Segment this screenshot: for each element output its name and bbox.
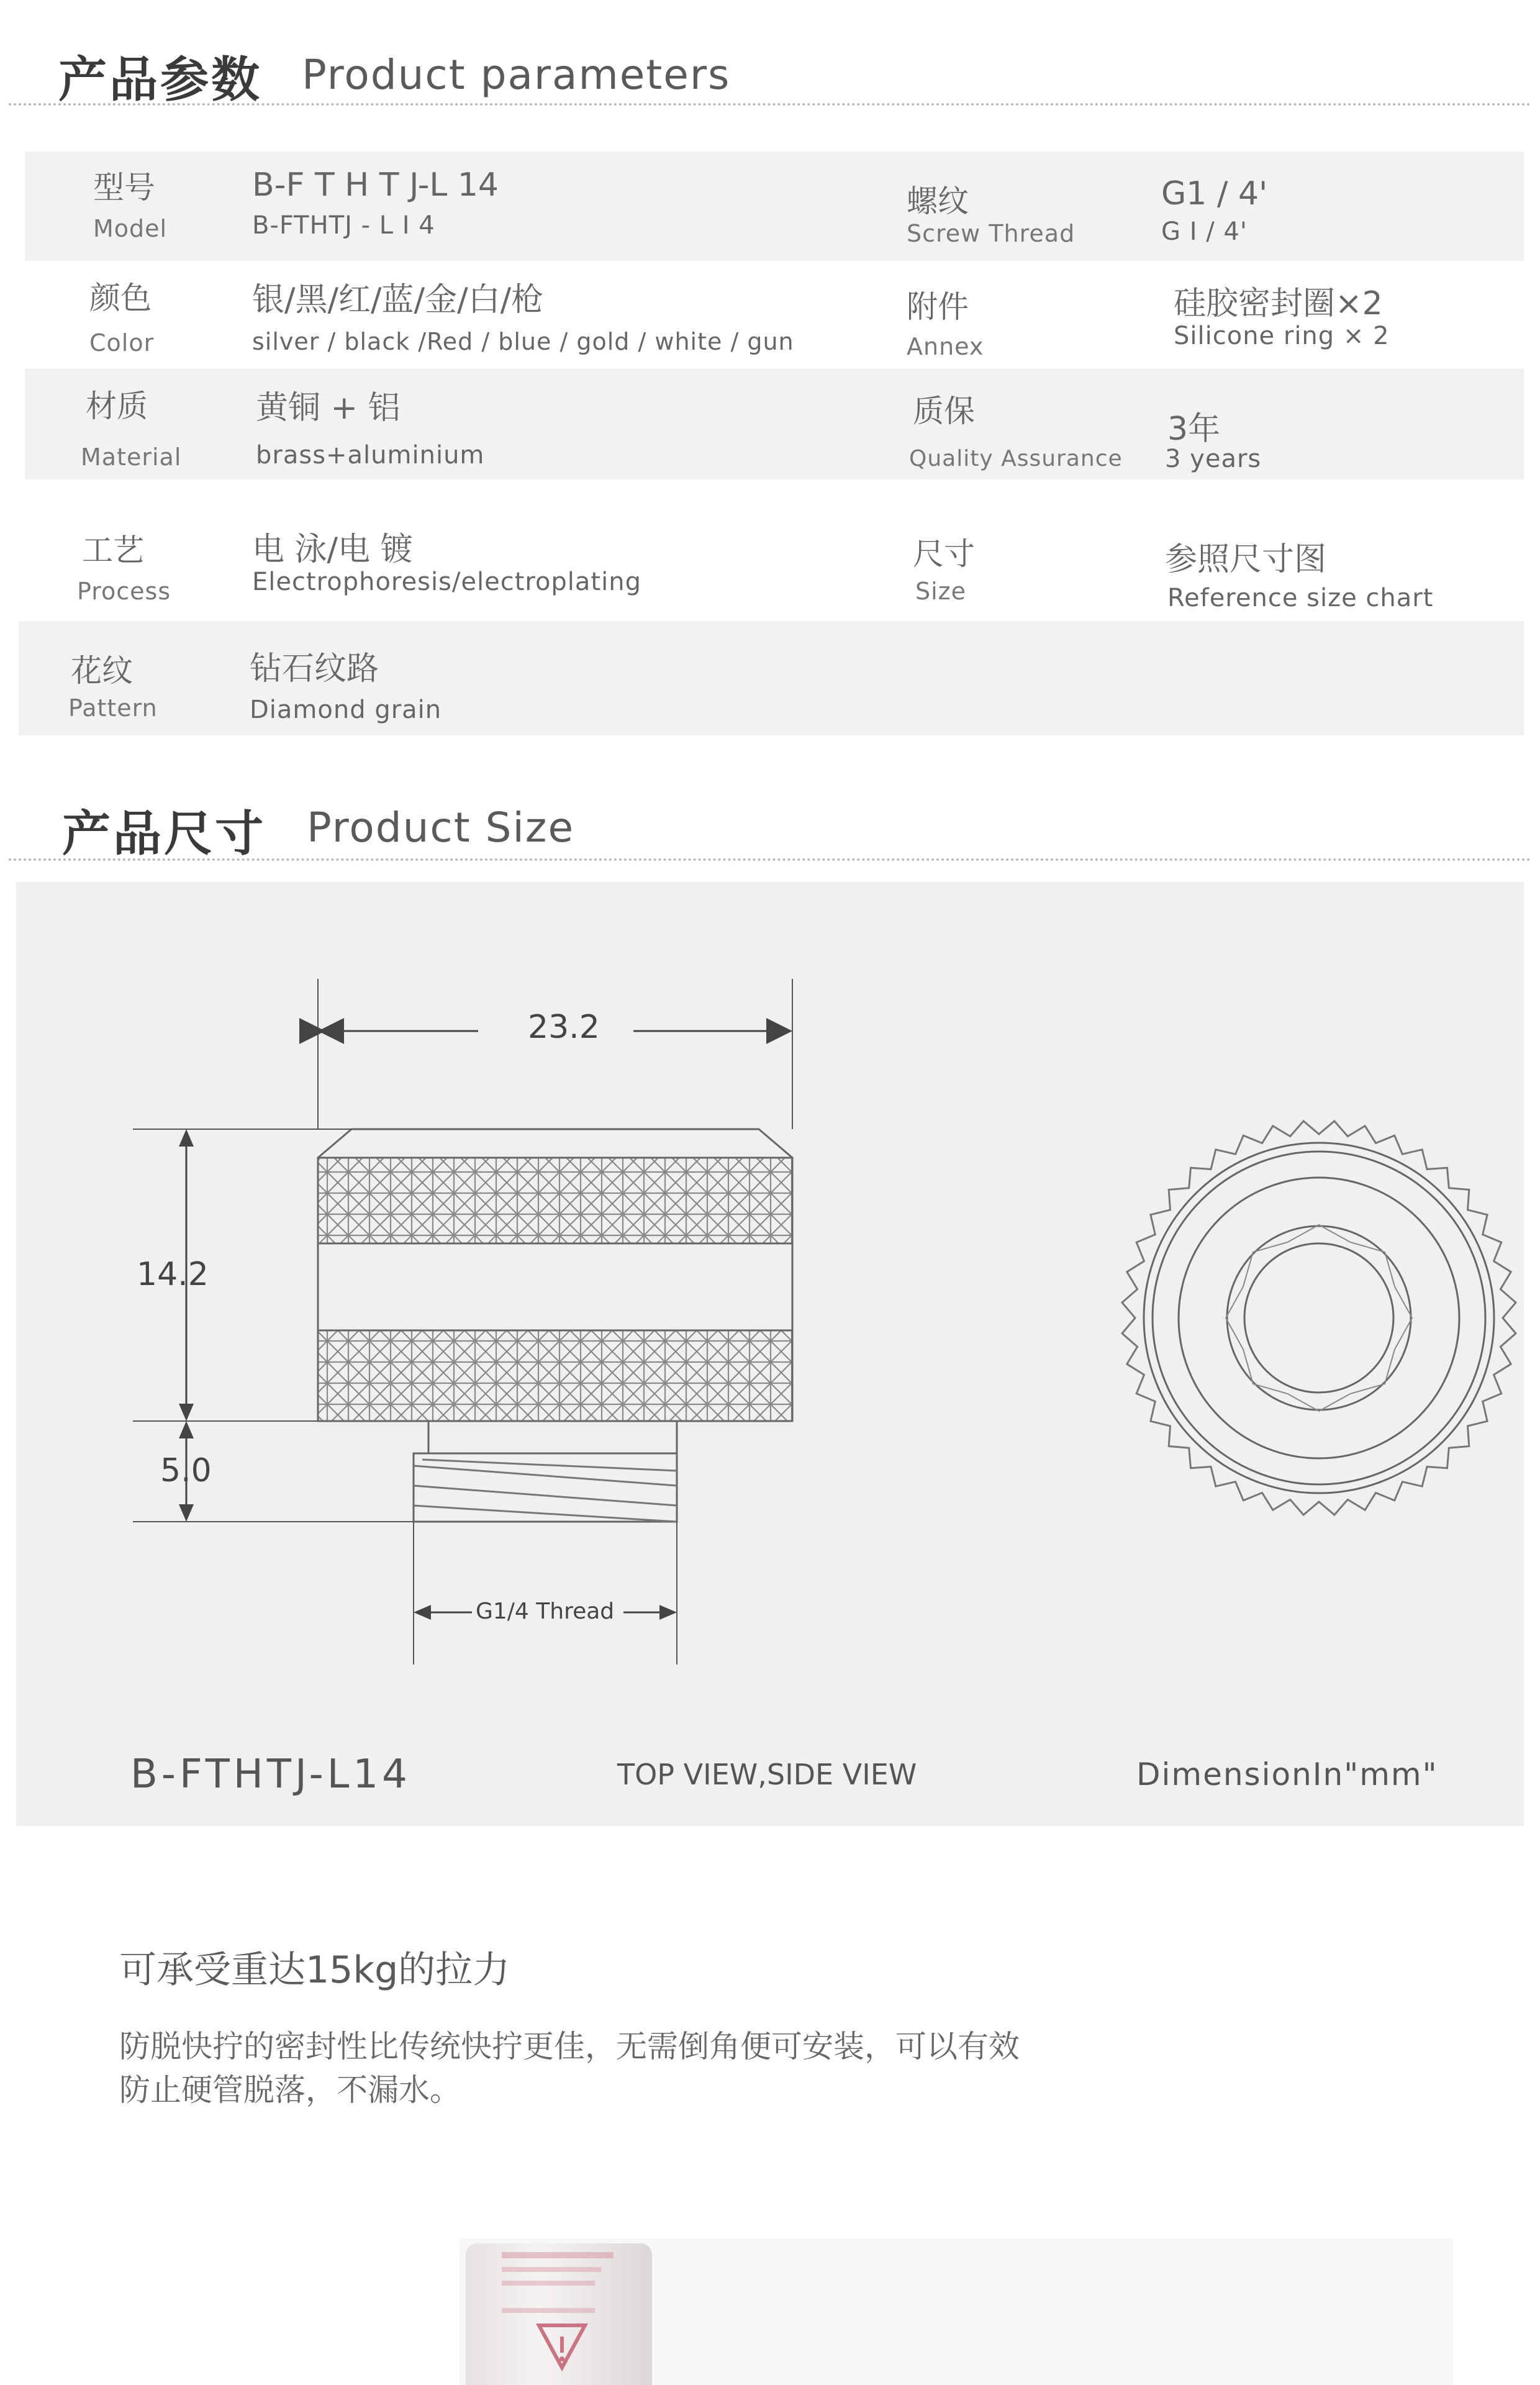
label-process-en: Process <box>77 578 171 605</box>
dim-width: 23.2 <box>528 1009 600 1046</box>
label-thread-zh: 螺纹 <box>907 183 969 219</box>
label-process-zh: 工艺 <box>82 532 144 568</box>
model-label: B-FTHTJ-L14 <box>130 1751 411 1797</box>
label-color-zh: 颜色 <box>89 280 152 316</box>
label-material-en: Material <box>81 443 182 471</box>
label-annex-en: Annex <box>907 333 984 360</box>
dim-height: 14.2 <box>137 1256 209 1293</box>
label-size-en: Size <box>915 578 967 605</box>
size-title-zh: 产品尺寸 <box>62 806 266 862</box>
label-color-en: Color <box>89 329 155 357</box>
label-annex-zh: 附件 <box>907 289 969 325</box>
label-size-zh: 尺寸 <box>913 536 975 572</box>
size-title-en: Product Size <box>307 804 575 852</box>
value-thread-en: G I / 4' <box>1161 217 1248 246</box>
value-annex-en: Silicone ring × 2 <box>1174 322 1390 350</box>
label-pattern-en: Pattern <box>68 694 158 722</box>
value-model-en: B-FTHTJ - L I 4 <box>252 211 435 240</box>
label-model-zh: 型号 <box>93 170 155 206</box>
dim-thread-length: 5.0 <box>160 1452 212 1489</box>
label-material-zh: 材质 <box>86 388 148 424</box>
value-annex-zh: 硅胶密封圈×2 <box>1174 285 1383 322</box>
value-size-zh: 参照尺寸图 <box>1165 541 1327 578</box>
value-size-en: Reference size chart <box>1167 584 1434 612</box>
feature-line-1: 防脱快拧的密封性比传统快拧更佳，无需倒角便可安装，可以有效 <box>119 2028 1020 2065</box>
value-color-en: silver / black /Red / blue / gold / white / gun <box>252 328 794 355</box>
value-warranty-zh: 3年 <box>1167 411 1221 448</box>
label-thread-en: Screw Thread <box>907 220 1076 247</box>
unit-label: DimensionIn"mm" <box>1136 1756 1438 1792</box>
feature-line-2: 防止硬管脱落，不漏水。 <box>119 2072 461 2108</box>
value-material-en: brass+aluminium <box>256 441 485 470</box>
value-thread-zh: G1 / 4' <box>1161 175 1268 212</box>
warning-icon <box>534 2318 590 2374</box>
value-material-zh: 黄铜 + 铝 <box>256 389 401 427</box>
knurled-rim <box>1122 1121 1516 1515</box>
label-model-en: Model <box>93 215 168 242</box>
view-label: TOP VIEW,SIDE VIEW <box>617 1758 917 1791</box>
params-title-en: Product parameters <box>302 51 731 99</box>
value-process-zh: 电 泳/电 镀 <box>252 531 413 568</box>
params-title-zh: 产品参数 <box>58 52 263 108</box>
value-warranty-en: 3 years <box>1165 445 1262 473</box>
value-model-zh: B-F T H T J-L 14 <box>252 166 499 204</box>
value-pattern-zh: 钻石纹路 <box>250 650 379 688</box>
thread-label: G1/4 Thread <box>476 1599 615 1624</box>
product-tube-image <box>466 2243 652 2385</box>
value-process-en: Electrophoresis/electroplating <box>252 568 641 596</box>
label-warranty-zh: 质保 <box>913 393 975 429</box>
label-pattern-zh: 花纹 <box>71 653 133 689</box>
label-warranty-en: Quality Assurance <box>909 446 1123 471</box>
value-color-zh: 银/黑/红/蓝/金/白/枪 <box>252 281 544 319</box>
feature-heading: 可承受重达15kg的拉力 <box>119 1948 510 1992</box>
value-pattern-en: Diamond grain <box>250 696 442 724</box>
